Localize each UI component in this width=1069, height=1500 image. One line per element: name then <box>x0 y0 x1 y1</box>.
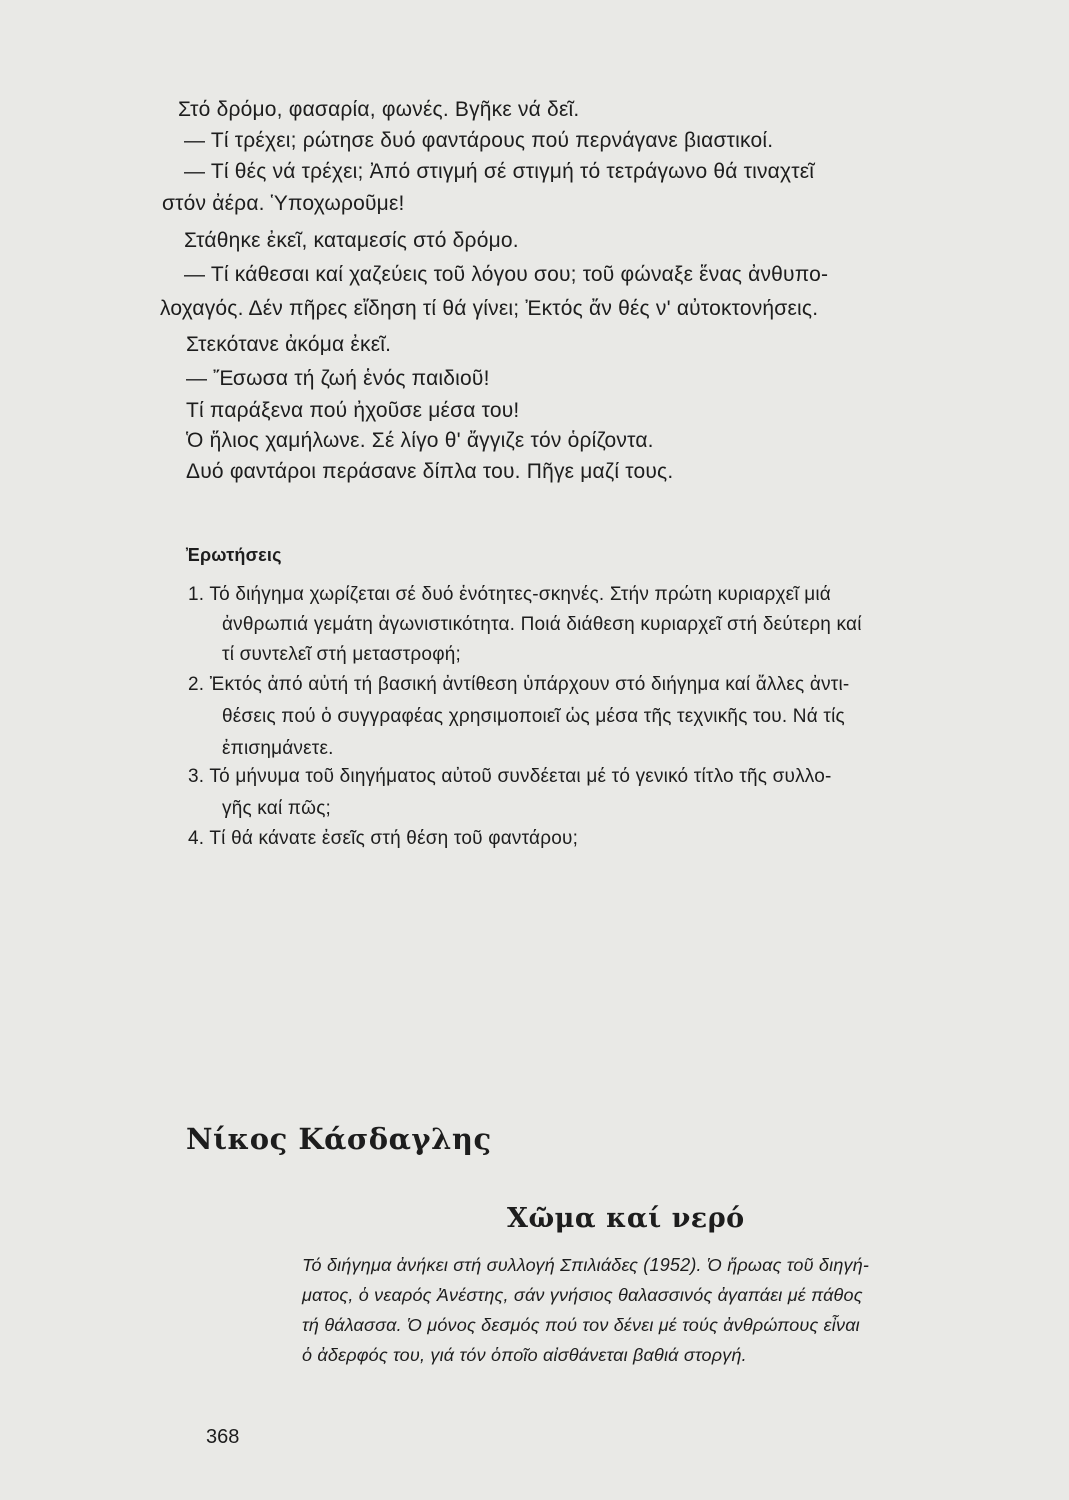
question-line: ἀνθρωπιά γεμάτη ἀγωνιστικότητα. Ποιά διάθεση κυριαρχεῖ στή δεύτερη καί <box>222 614 862 635</box>
story-line: — Ἔσωσα τή ζωή ἑνός παιδιοῦ! <box>186 367 490 390</box>
story-line: στόν ἀέρα. Ὑποχωροῦμε! <box>162 192 405 215</box>
story-line: Ὁ ἥλιος χαμήλωνε. Σέ λίγο θ' ἄγγιζε τόν ὁρίζοντα. <box>186 429 654 452</box>
question-line: τί συντελεῖ στή μεταστροφή; <box>222 644 461 665</box>
question-line: γῆς καί πῶς; <box>222 798 332 819</box>
story-line: λοχαγός. Δέν πῆρες εἴδηση τί θά γίνει; Ἐκτός ἄν θές ν' αὐτοκτονήσεις. <box>160 297 819 320</box>
questions-heading: Ἐρωτήσεις <box>186 545 282 565</box>
story-title: Χῶμα καί νερό <box>507 1203 745 1234</box>
story-line: Δυό φαντάροι περάσανε δίπλα του. Πῆγε μαζί τους. <box>186 460 674 483</box>
question-line: 2. Ἐκτός ἀπό αὐτή τή βασική ἀντίθεση ὑπάρχουν στό διήγημα καί ἄλλες ἀντι- <box>188 674 850 695</box>
story-line: Στό δρόμο, φασαρία, φωνές. Βγῆκε νά δεῖ. <box>178 98 580 121</box>
question-line: ἐπισημάνετε. <box>222 738 334 759</box>
question-line: θέσεις πού ὁ συγγραφέας χρησιμοποιεῖ ὡς μέσα τῆς τεχνικῆς του. Νά τίς <box>222 706 845 727</box>
author-name: Νίκος Κάσδαγλης <box>186 1122 492 1156</box>
intro-line: Τό διήγημα ἀνήκει στή συλλογή Σπιλιάδες (1952). Ὁ ἥρωας τοῦ διηγή- <box>302 1255 870 1275</box>
story-line: — Τί κάθεσαι καί χαζεύεις τοῦ λόγου σου; τοῦ φώναξε ἕνας ἀνθυπο- <box>184 263 829 286</box>
question-line: 3. Τό μήνυμα τοῦ διηγήματος αὐτοῦ συνδέεται μέ τό γενικό τίτλο τῆς συλλο- <box>188 766 832 787</box>
question-line: 4. Τί θά κάνατε ἐσεῖς στή θέση τοῦ φαντάρου; <box>188 828 579 849</box>
story-line: — Τί θές νά τρέχει; Ἀπό στιγμή σέ στιγμή τό τετράγωνο θά τιναχτεῖ <box>184 160 815 183</box>
intro-line: τή θάλασσα. Ὁ μόνος δεσμός πού τον δένει μέ τούς ἀνθρώπους εἶναι <box>302 1315 860 1335</box>
page-number: 368 <box>206 1426 240 1448</box>
story-line: — Τί τρέχει; ρώτησε δυό φαντάρους πού περνάγανε βιαστικοί. <box>184 129 774 152</box>
story-line: Τί παράξενα πού ἠχοῦσε μέσα του! <box>186 399 520 422</box>
story-line: Στεκότανε ἀκόμα ἐκεῖ. <box>186 333 392 356</box>
intro-line: ὁ ἀδερφός του, γιά τόν ὁποῖο αἰσθάνεται βαθιά στοργή. <box>302 1345 747 1365</box>
story-line: Στάθηκε ἐκεῖ, καταμεσίς στό δρόμο. <box>184 229 519 252</box>
intro-line: ματος, ὁ νεαρός Ἀνέστης, σάν γνήσιος θαλασσινός ἀγαπάει μέ πάθος <box>302 1285 863 1305</box>
question-line: 1. Τό διήγημα χωρίζεται σέ δυό ἑνότητες-σκηνές. Στήν πρώτη κυριαρχεῖ μιά <box>188 584 831 605</box>
